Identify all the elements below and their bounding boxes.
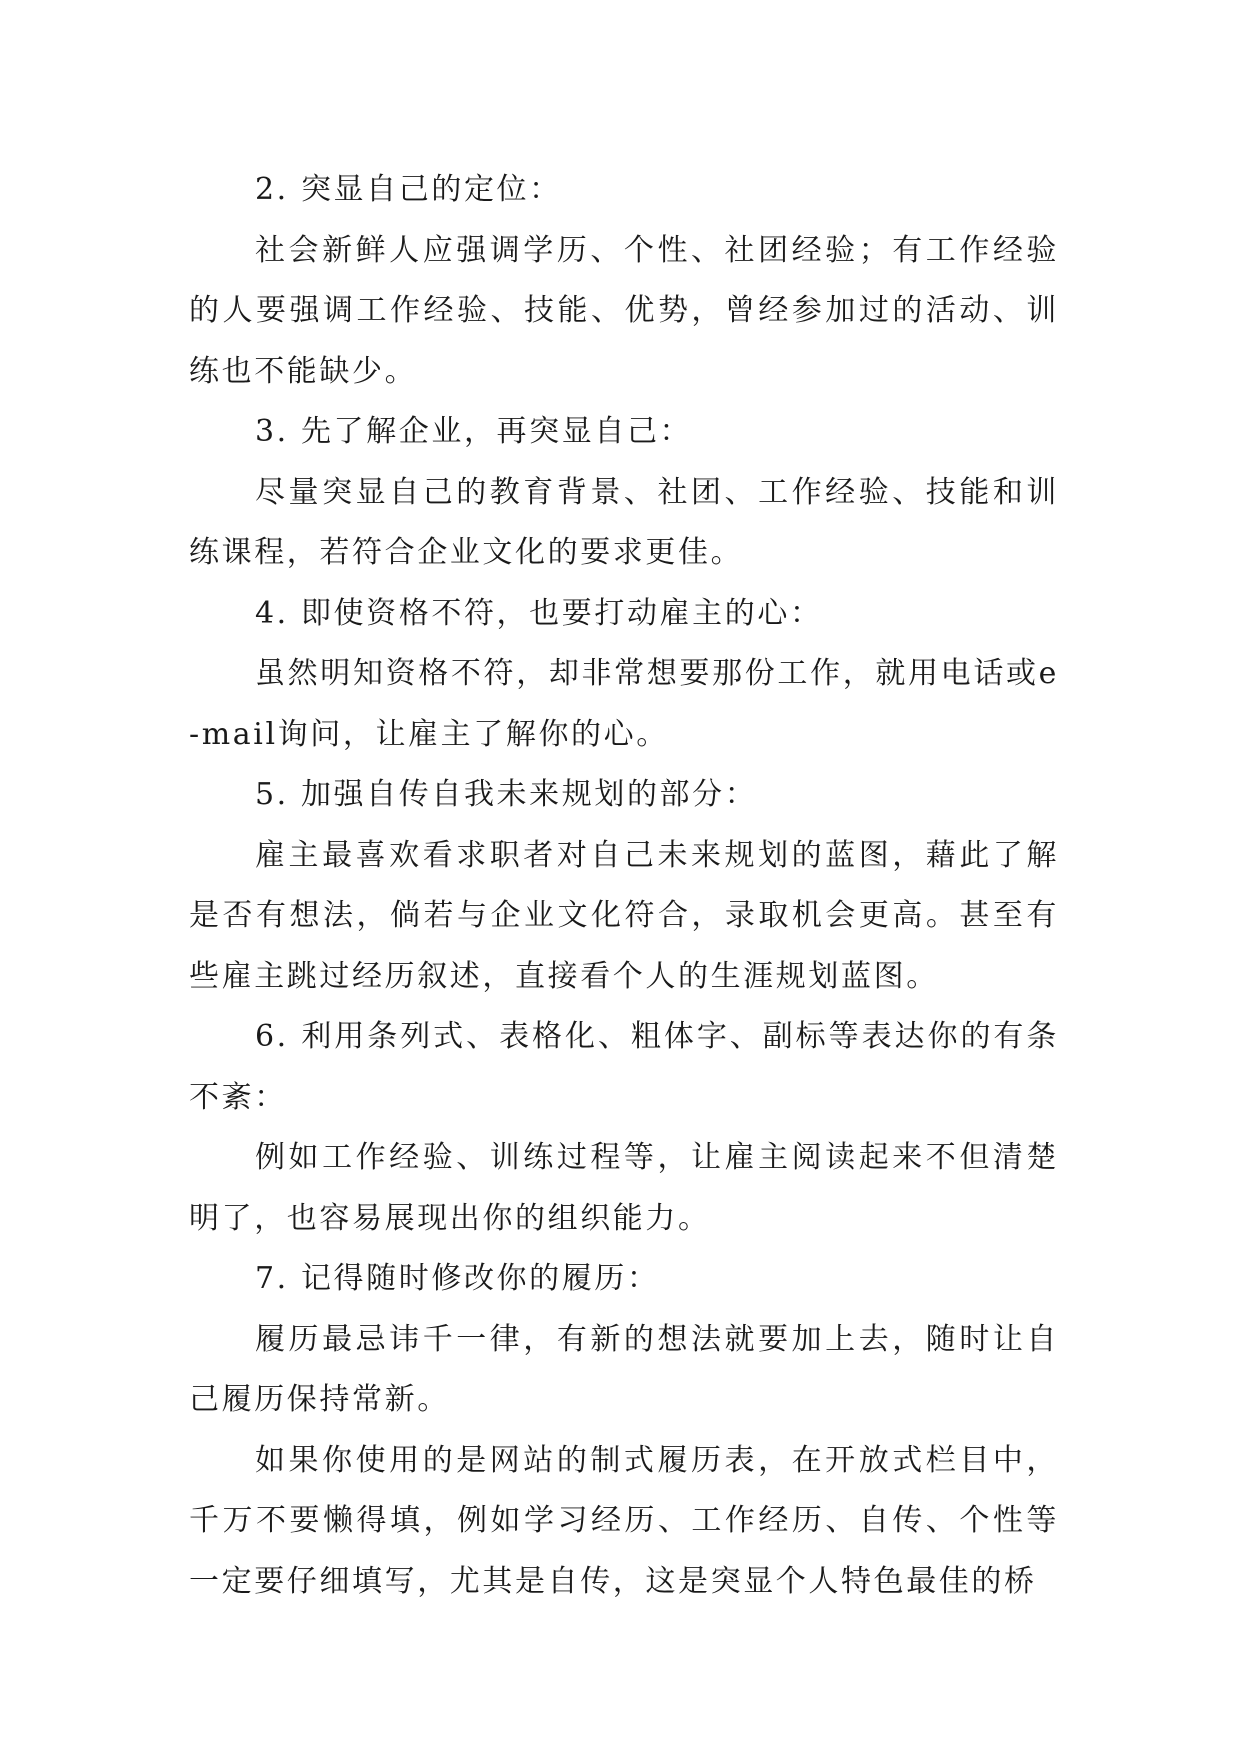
document-body: [189, 160, 1059, 1612]
heading-2: 2. 突显自己的定位：: [255, 172, 562, 207]
heading-3: 3. 先了解企业，再突显自己：: [255, 414, 693, 449]
body-paragraph: 雇主最喜欢看求职者对自己未来规划的蓝图，藉此了解是否有想法，倘若与企业文化符合，录取机会更高。甚至有些雇主跳过经历叙述，直接看个人的生涯规划蓝图。: [189, 837, 1059, 994]
body-paragraph: 如果你使用的是网站的制式履历表，在开放式栏目中，千万不要懒得填，例如学习经历、工作经历、自传、个性等一定要仔细填写，尤其是自传，这是突显个人特色最佳的桥: [189, 1442, 1059, 1599]
body-paragraph: 社会新鲜人应强调学历、个性、社团经验；有工作经验的人要强调工作经验、技能、优势，曾经参加过的活动、训练也不能缺少。: [189, 232, 1059, 389]
heading-5: 5. 加强自传自我未来规划的部分：: [255, 777, 758, 812]
body-paragraph: 履历最忌讳千一律，有新的想法就要加上去，随时让自己履历保持常新。: [189, 1321, 1059, 1417]
body-paragraph: 尽量突显自己的教育背景、社团、工作经验、技能和训练课程，若符合企业文化的要求更佳。: [189, 474, 1059, 570]
heading-6: 6. 利用条列式、表格化、粗体字、副标等表达你的有条不紊：: [189, 1019, 1059, 1115]
heading-4: 4. 即使资格不符，也要打动雇主的心：: [255, 595, 823, 631]
heading-7: 7. 记得随时修改你的履历：: [255, 1261, 660, 1296]
body-paragraph: 例如工作经验、训练过程等，让雇主阅读起来不但清楚明了，也容易展现出你的组织能力。: [189, 1140, 1059, 1236]
body-paragraph: 虽然明知资格不符，却非常想要那份工作，就用电话或e-mail询问，让雇主了解你的心。: [189, 656, 1059, 752]
